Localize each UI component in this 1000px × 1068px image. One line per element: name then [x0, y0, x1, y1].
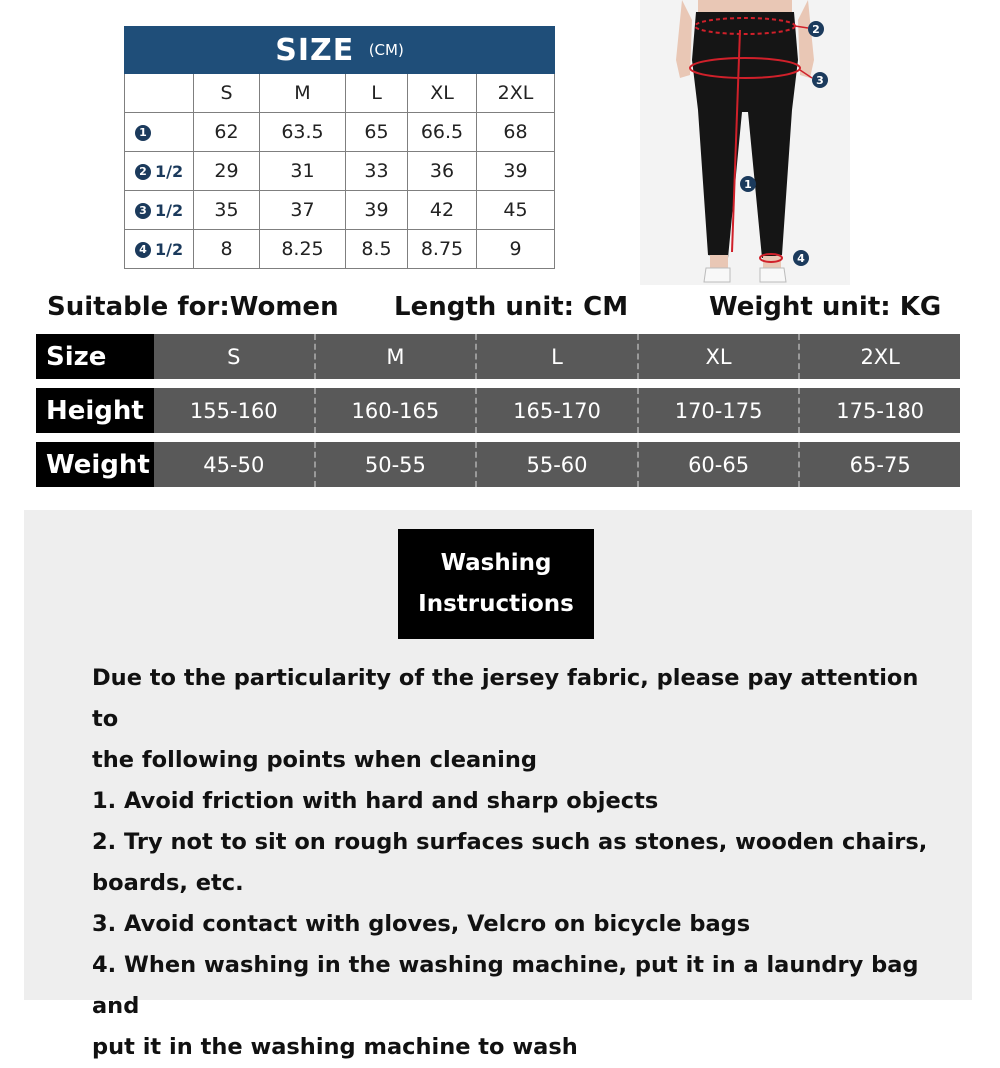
fit-row-label: Height [36, 388, 154, 433]
table-cell: 60-65 [637, 442, 799, 487]
table-cell: 8 [194, 230, 260, 269]
table-cell: 29 [194, 152, 260, 191]
fit-row-label: Size [36, 334, 154, 379]
instruction-line: Due to the particularity of the jersey fabric, please pay attention to [92, 665, 919, 732]
marker-1-label: 1 [744, 178, 752, 191]
table-cell: S [227, 344, 241, 369]
row-label-4 [125, 230, 194, 269]
measure-2-badge-icon: 2 [135, 164, 151, 180]
size-chart-unit: (CM) [368, 41, 404, 59]
table-cell: XL [637, 334, 799, 379]
washing-instructions-panel [24, 510, 972, 1060]
size-chart-title [125, 27, 555, 74]
measure-1-badge-icon: 1 [135, 125, 151, 141]
table-cell: 33 [346, 152, 408, 191]
table-cell: 170-175 [637, 388, 799, 433]
left-shoe [704, 268, 730, 282]
row-label-3 [125, 191, 194, 230]
row-fraction-3: 1/2 [155, 201, 184, 220]
fit-row-cells [154, 442, 960, 487]
instruction-line: the following points when cleaning [92, 747, 537, 773]
washing-title-line-1: Washing [440, 550, 552, 576]
row-fraction-4: 1/2 [155, 240, 184, 259]
row-label-1 [125, 113, 194, 152]
table-cell: 8.5 [346, 230, 408, 269]
table-cell: 175-180 [798, 388, 960, 433]
table-cell: 9 [477, 230, 555, 269]
size-header-xl: XL [408, 74, 477, 113]
marker-3-label: 3 [816, 74, 824, 87]
measure-3-badge-icon: 3 [135, 203, 151, 219]
table-cell: 8.75 [408, 230, 477, 269]
table-cell: 31 [260, 152, 346, 191]
torso [698, 0, 792, 12]
size-chart-row-3 [125, 191, 555, 230]
weight-unit-text: Weight unit: KG [709, 292, 942, 322]
size-chart-table [124, 26, 555, 269]
instruction-line: 2. Try not to sit on rough surfaces such as stones, wooden chairs, [92, 829, 928, 855]
measure-4-badge-icon: 4 [135, 242, 151, 258]
fit-row-weight [36, 442, 960, 487]
suitable-for-text: Suitable for:Women [47, 292, 339, 322]
table-cell: M [314, 334, 476, 379]
instruction-line: put it in the washing machine to wash [92, 1034, 578, 1060]
table-cell: 39 [346, 191, 408, 230]
size-chart-corner-cell [125, 74, 194, 113]
marker-2-label: 2 [812, 23, 820, 36]
size-chart-row-2 [125, 152, 555, 191]
table-cell: 42 [408, 191, 477, 230]
table-cell: 155-160 [189, 398, 278, 423]
size-header-s: S [194, 74, 260, 113]
table-cell: 66.5 [408, 113, 477, 152]
fit-row-size [36, 334, 960, 379]
washing-instructions-text [92, 658, 952, 1068]
instruction-line: 3. Avoid contact with gloves, Velcro on bicycle bags [92, 911, 751, 937]
row-label-2 [125, 152, 194, 191]
table-cell: 45-50 [203, 452, 265, 477]
table-cell: 37 [260, 191, 346, 230]
table-cell: 35 [194, 191, 260, 230]
table-cell: 36 [408, 152, 477, 191]
table-cell: 160-165 [314, 388, 476, 433]
instruction-line: 4. When washing in the washing machine, put it in a laundry bag and [92, 952, 919, 1019]
fit-row-cells [154, 334, 960, 379]
size-chart-title-text: SIZE [275, 32, 355, 68]
instruction-line: 1. Avoid friction with hard and sharp objects [92, 788, 659, 814]
size-chart-title-row [125, 27, 555, 74]
washing-instructions-heading [398, 529, 594, 639]
table-cell: 62 [194, 113, 260, 152]
table-cell: 2XL [798, 334, 960, 379]
fit-row-height [36, 388, 960, 433]
fit-row-label: Weight [36, 442, 154, 487]
table-cell: 65-75 [798, 442, 960, 487]
row-fraction-2: 1/2 [155, 162, 184, 181]
size-chart-row-4 [125, 230, 555, 269]
table-cell: 68 [477, 113, 555, 152]
size-chart-row-1 [125, 113, 555, 152]
table-cell: L [475, 334, 637, 379]
table-cell: 45 [477, 191, 555, 230]
marker-4-label: 4 [797, 252, 805, 265]
table-cell: 65 [346, 113, 408, 152]
table-cell: 63.5 [260, 113, 346, 152]
washing-title-line-2: Instructions [418, 591, 574, 617]
table-cell: 8.25 [260, 230, 346, 269]
fit-row-cells [154, 388, 960, 433]
size-header-2xl: 2XL [477, 74, 555, 113]
size-chart-header-row [125, 74, 555, 113]
left-ankle [710, 255, 728, 269]
size-header-l: L [346, 74, 408, 113]
instruction-line: boards, etc. [92, 870, 244, 896]
table-cell: 55-60 [475, 442, 637, 487]
length-unit-text: Length unit: CM [394, 292, 629, 322]
table-cell: 39 [477, 152, 555, 191]
leggings-measurement-illustration [630, 0, 860, 285]
right-shoe [760, 268, 786, 282]
table-cell: 50-55 [314, 442, 476, 487]
size-header-m: M [260, 74, 346, 113]
table-cell: 165-170 [475, 388, 637, 433]
